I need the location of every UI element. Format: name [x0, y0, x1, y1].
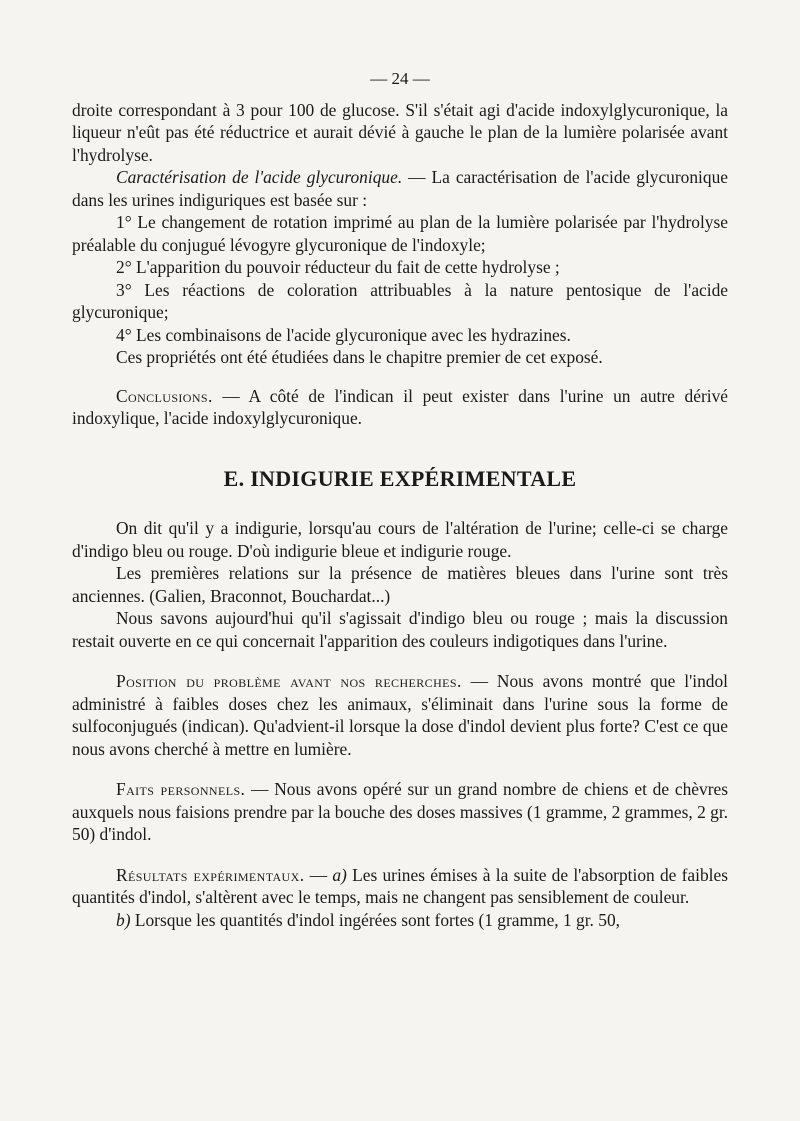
characterisation-paragraph: [72, 166, 728, 211]
faits-paragraph: [72, 778, 728, 846]
resultats-b-text: Lorsque les quantités d'indol ingérées sont fortes (1 gramme, 1 gr. 50,: [130, 909, 620, 930]
section-title: E. INDIGURIE EXPÉRIMENTALE: [223, 465, 577, 491]
position-paragraph: [72, 670, 728, 760]
resultats-a-marker: a): [332, 864, 347, 885]
list-item-2: 2° L'apparition du pouvoir réducteur du fait de cette hydrolyse ;: [116, 257, 560, 277]
list-item-3: 3° Les réactions de coloration attribuables à la nature pentosique de l'acide glycuronique;: [72, 279, 728, 322]
definition-paragraph-2: Les premières relations sur la présence de matières bleues dans l'urine sont très anciennes. (Galien, Braconnot, Bouchardat...): [72, 563, 728, 606]
definition-paragraph-3: Nous savons aujourd'hui qu'il s'agissait d'indigo bleu ou rouge ; mais la discussion restait ouverte en ce qui concernait l'apparition des couleurs indigotiques dans l'urine.: [72, 608, 728, 651]
faits-text: — Nous avons opéré sur un grand nombre de chiens et de chèvres auxquels nous faisions prendre par la bouche des doses massives (1 gramme, 2 grammes, 2 gr. 50) d'indol.: [72, 779, 728, 844]
page-number: — 24 —: [370, 69, 430, 88]
characterisation-text: — La caractérisation de l'acide glycuronique dans les urines indiguriques est basée sur :: [72, 167, 728, 210]
page-content: [72, 68, 728, 931]
definition-paragraph-1: On dit qu'il y a indigurie, lorsqu'au cours de l'altération de l'urine; celle-ci se charge d'indigo bleu ou rouge. D'où indigurie bleue et indigurie rouge.: [72, 518, 728, 561]
conclusions-paragraph: [72, 385, 728, 430]
resultats-b-marker: b): [116, 909, 131, 930]
conclusions-text: — A côté de l'indican il peut exister dans l'urine un autre dérivé indoxylique, l'acide indoxylglycuronique.: [72, 385, 728, 428]
position-text: — Nous avons montré que l'indol administré à faibles doses chez les animaux, s'éliminait dans l'urine sous la forme de sulfoconjugués (indican). Qu'advient-il lorsque la dose d'indol devient plus forte? C'est ce que nous avons cherché à mettre en lumière.: [72, 671, 728, 759]
faits-label: Faits personnels.: [116, 779, 246, 799]
list-item-1: 1° Le changement de rotation imprimé au plan de la lumière polarisée par l'hydrolyse préalable du conjugué lévogyre glycuronique de l'indoxyle;: [72, 212, 728, 255]
list-item-4: 4° Les combinaisons de l'acide glycuronique avec les hydrazines.: [116, 324, 571, 345]
characterisation-heading: Caractérisation de l'acide glycuronique.: [116, 167, 403, 187]
position-label: Position du problème avant nos recherches.: [116, 671, 462, 691]
resultats-a-text: Les urines émises à la suite de l'absorption de faibles quantités d'indol, s'altèrent avec le temps, mais ne changent pas sensiblement de couleur.: [72, 864, 728, 907]
conclusions-label: Conclusions.: [116, 385, 213, 406]
characterisation-closing: Ces propriétés ont été étudiées dans le chapitre premier de cet exposé.: [116, 347, 603, 367]
intro-paragraph: droite correspondant à 3 pour 100 de glucose. S'il s'était agi d'acide indoxylglycuronique, la liqueur n'eût pas été réductrice et aurait dévié à gauche le plan de la lumière polarisée avant l'hydrolyse.: [72, 99, 728, 165]
resultats-label: Résultats expérimentaux.: [116, 864, 305, 885]
resultats-paragraph-b: [72, 909, 728, 932]
resultats-paragraph-a: Résultats expérimentaux. — a) Les urines émises à la suite de l'absorption de faibles quantités d'indol, s'altèrent avec le temps, mais ne changent pas sensiblement de couleur.: [72, 864, 728, 907]
